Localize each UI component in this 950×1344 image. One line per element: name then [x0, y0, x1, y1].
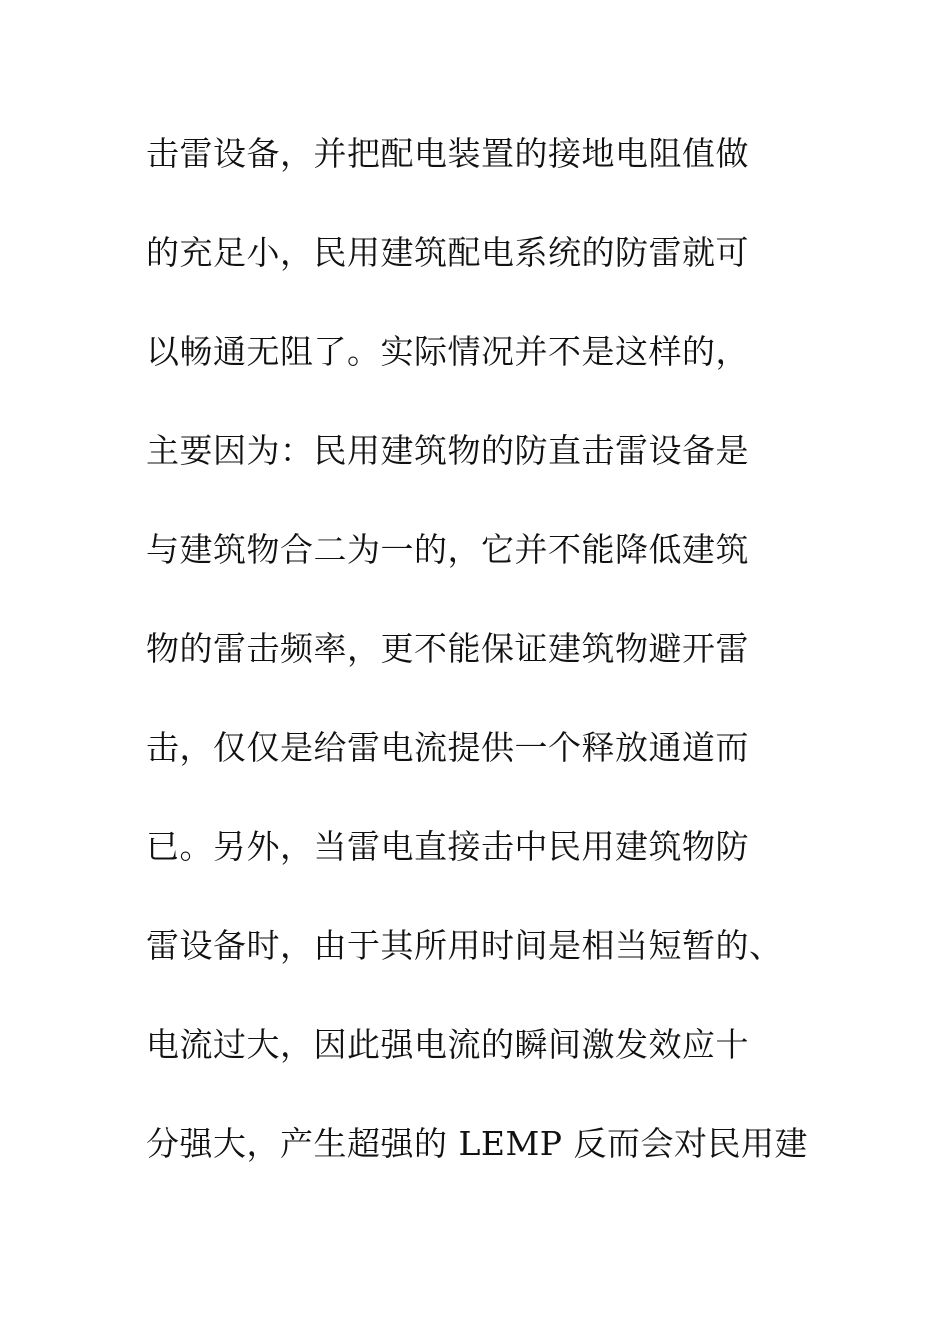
- text-line: 已。另外，当雷电直接击中民用建筑物防: [146, 827, 749, 866]
- body-text: [146, 126, 826, 1215]
- text-line: 的充足小，民用建筑配电系统的防雷就可: [146, 233, 749, 272]
- text-line: 主要因为：民用建筑物的防直击雷设备是: [146, 431, 749, 470]
- text-line: 分强大，产生超强的 LEMP 反而会对民用建: [146, 1124, 808, 1163]
- text-line: 击，仅仅是给雷电流提供一个释放通道而: [146, 728, 749, 767]
- text-line: 物的雷击频率，更不能保证建筑物避开雷: [146, 629, 749, 668]
- text-line: 与建筑物合二为一的，它并不能降低建筑: [146, 530, 749, 569]
- text-line: 以畅通无阻了。实际情况并不是这样的，: [146, 332, 749, 371]
- text-line: 雷设备时，由于其所用时间是相当短暂的、: [146, 926, 783, 965]
- text-line: 击雷设备，并把配电装置的接地电阻值做: [146, 134, 749, 173]
- text-line: 电流过大，因此强电流的瞬间激发效应十: [146, 1025, 749, 1064]
